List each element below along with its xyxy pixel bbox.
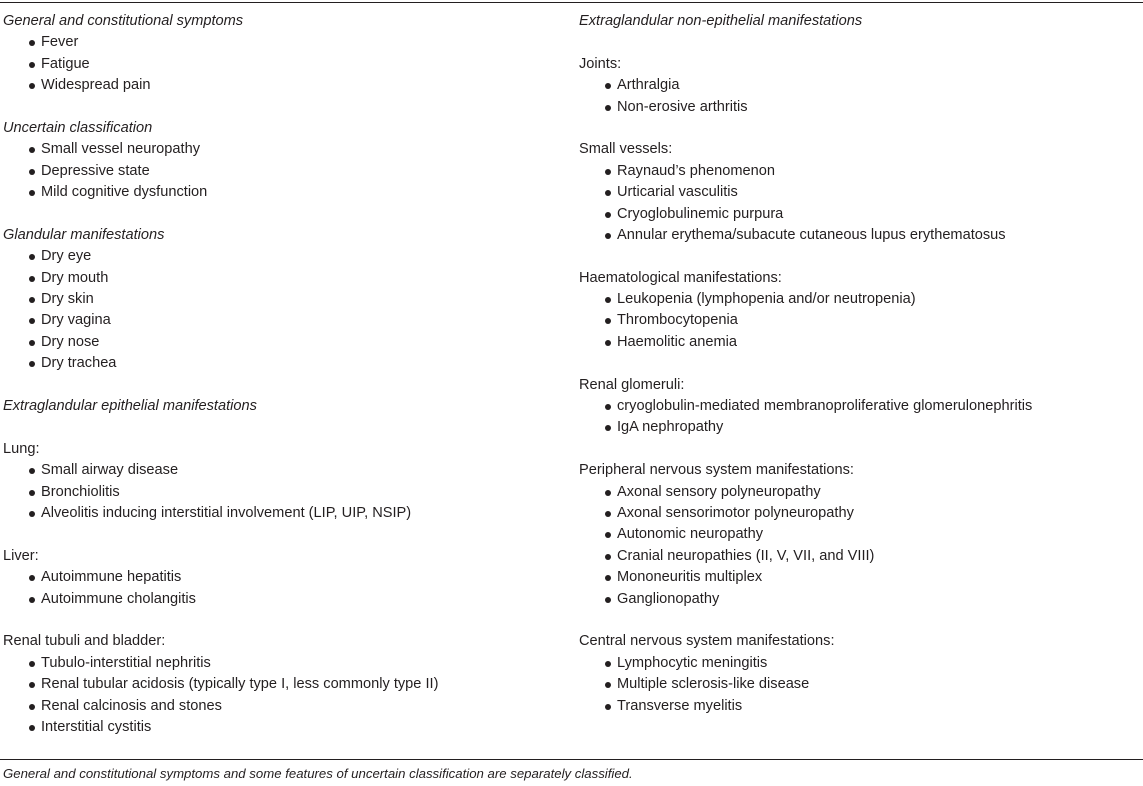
list-item: Transverse myelitis <box>579 696 1139 717</box>
list-item: Bronchiolitis <box>3 482 558 503</box>
table-footnote: General and constitutional symptoms and some features of uncertain classification are separately classified. <box>3 766 633 781</box>
bullet-icon <box>605 212 611 218</box>
list-item: Dry eye <box>3 246 558 267</box>
section-heading: Glandular manifestations <box>3 226 165 243</box>
list-item: Depressive state <box>3 161 558 182</box>
bullet-icon <box>29 682 35 688</box>
glandular-list <box>3 246 558 374</box>
list-item: Dry mouth <box>3 268 558 289</box>
section-glandular <box>3 225 558 375</box>
list-item: Haemolitic anemia <box>579 332 1139 353</box>
bullet-icon <box>29 490 35 496</box>
section-heading: Extraglandular non-epithelial manifestations <box>579 13 863 29</box>
bullet-icon <box>605 404 611 410</box>
list-item: Dry vagina <box>3 310 558 331</box>
list-item: Axonal sensory polyneuropathy <box>579 482 1139 503</box>
bullet-icon <box>605 490 611 496</box>
uncertain-list <box>3 139 558 203</box>
haematological-list <box>579 289 1139 353</box>
bullet-icon <box>605 511 611 517</box>
table-top-rule <box>0 2 1143 3</box>
bullet-icon <box>605 425 611 431</box>
bullet-icon <box>29 318 35 324</box>
bullet-icon <box>29 254 35 260</box>
list-item: Mononeuritis multiplex <box>579 567 1139 588</box>
bullet-icon <box>29 704 35 710</box>
section-general-symptoms <box>3 11 558 97</box>
list-item: Dry skin <box>3 289 558 310</box>
table-bottom-rule <box>0 759 1143 760</box>
bullet-icon <box>605 554 611 560</box>
bullet-icon <box>605 704 611 710</box>
group-label-peripheral-nervous: Peripheral nervous system manifestations: <box>579 462 854 479</box>
bullet-icon <box>29 468 35 474</box>
list-item: Ganglionopathy <box>579 589 1139 610</box>
list-item: Tubulo-interstitial nephritis <box>3 653 558 674</box>
group-label-joints: Joints: <box>579 55 622 72</box>
list-item: cryoglobulin-mediated membranoproliferative glomerulonephritis <box>579 396 1139 417</box>
bullet-icon <box>605 597 611 603</box>
list-item: Dry trachea <box>3 353 558 374</box>
group-label-renal-glomeruli: Renal glomeruli: <box>579 376 685 393</box>
bullet-icon <box>29 40 35 46</box>
bullet-icon <box>605 575 611 581</box>
renal-glomeruli-list <box>579 396 1139 439</box>
bullet-icon <box>29 597 35 603</box>
list-item: Urticarial vasculitis <box>579 182 1139 203</box>
section-epithelial <box>3 396 558 738</box>
section-non-epithelial <box>579 11 1139 717</box>
list-item: Fatigue <box>3 54 558 75</box>
section-uncertain-classification <box>3 118 558 204</box>
left-column <box>3 11 558 738</box>
list-item: Arthralgia <box>579 75 1139 96</box>
bullet-icon <box>29 297 35 303</box>
bullet-icon <box>29 575 35 581</box>
list-item: Axonal sensorimotor polyneuropathy <box>579 503 1139 524</box>
bullet-icon <box>29 62 35 68</box>
peripheral-nervous-list <box>579 482 1139 610</box>
list-item: Leukopenia (lymphopenia and/or neutropenia) <box>579 289 1139 310</box>
list-item: Multiple sclerosis-like disease <box>579 674 1139 695</box>
bullet-icon <box>605 297 611 303</box>
group-label-central-nervous: Central nervous system manifestations: <box>579 633 835 650</box>
list-item: Thrombocytopenia <box>579 310 1139 331</box>
bullet-icon <box>605 83 611 89</box>
group-label-small-vessels: Small vessels: <box>579 141 673 158</box>
list-item: Alveolitis inducing interstitial involvement (LIP, UIP, NSIP) <box>3 503 558 524</box>
small-vessels-list <box>579 161 1139 247</box>
group-label-haematological: Haematological manifestations: <box>579 269 782 286</box>
bullet-icon <box>605 682 611 688</box>
bullet-icon <box>605 169 611 175</box>
list-item: Interstitial cystitis <box>3 717 558 738</box>
bullet-icon <box>29 340 35 346</box>
bullet-icon <box>605 532 611 538</box>
renal-tubuli-list <box>3 653 558 739</box>
section-heading: Uncertain classification <box>3 119 153 136</box>
joints-list <box>579 75 1139 118</box>
bullet-icon <box>605 661 611 667</box>
list-item: Renal tubular acidosis (typically type I, less commonly type II) <box>3 674 558 695</box>
list-item: Cryoglobulinemic purpura <box>579 204 1139 225</box>
group-label-liver: Liver: <box>3 547 39 564</box>
bullet-icon <box>605 340 611 346</box>
list-item: Non-erosive arthritis <box>579 97 1139 118</box>
bullet-icon <box>605 233 611 239</box>
section-heading: General and constitutional symptoms <box>3 13 244 29</box>
list-item: IgA nephropathy <box>579 417 1139 438</box>
right-column <box>579 11 1139 717</box>
bullet-icon <box>29 169 35 175</box>
list-item: Dry nose <box>3 332 558 353</box>
group-label-renal-tubuli: Renal tubuli and bladder: <box>3 633 166 650</box>
bullet-icon <box>29 661 35 667</box>
list-item: Renal calcinosis and stones <box>3 696 558 717</box>
bullet-icon <box>29 83 35 89</box>
list-item: Small airway disease <box>3 460 558 481</box>
list-item: Mild cognitive dysfunction <box>3 182 558 203</box>
list-item: Cranial neuropathies (II, V, VII, and VIII) <box>579 546 1139 567</box>
list-item: Autonomic neuropathy <box>579 524 1139 545</box>
list-item: Fever <box>3 32 558 53</box>
bullet-icon <box>29 147 35 153</box>
bullet-icon <box>605 318 611 324</box>
list-item: Widespread pain <box>3 75 558 96</box>
general-symptoms-list <box>3 32 558 96</box>
list-item: Lymphocytic meningitis <box>579 653 1139 674</box>
section-heading: Extraglandular epithelial manifestations <box>3 398 257 415</box>
list-item: Annular erythema/subacute cutaneous lupus erythematosus <box>579 225 1139 246</box>
group-label-lung: Lung: <box>3 440 40 457</box>
liver-list <box>3 567 558 610</box>
bullet-icon <box>605 190 611 196</box>
list-item: Autoimmune hepatitis <box>3 567 558 588</box>
list-item: Raynaud’s phenomenon <box>579 161 1139 182</box>
lung-list <box>3 460 558 524</box>
list-item: Small vessel neuropathy <box>3 139 558 160</box>
bullet-icon <box>29 511 35 517</box>
bullet-icon <box>29 276 35 282</box>
bullet-icon <box>29 190 35 196</box>
bullet-icon <box>29 361 35 367</box>
list-item: Autoimmune cholangitis <box>3 589 558 610</box>
bullet-icon <box>605 105 611 111</box>
central-nervous-list <box>579 653 1139 717</box>
bullet-icon <box>29 725 35 731</box>
